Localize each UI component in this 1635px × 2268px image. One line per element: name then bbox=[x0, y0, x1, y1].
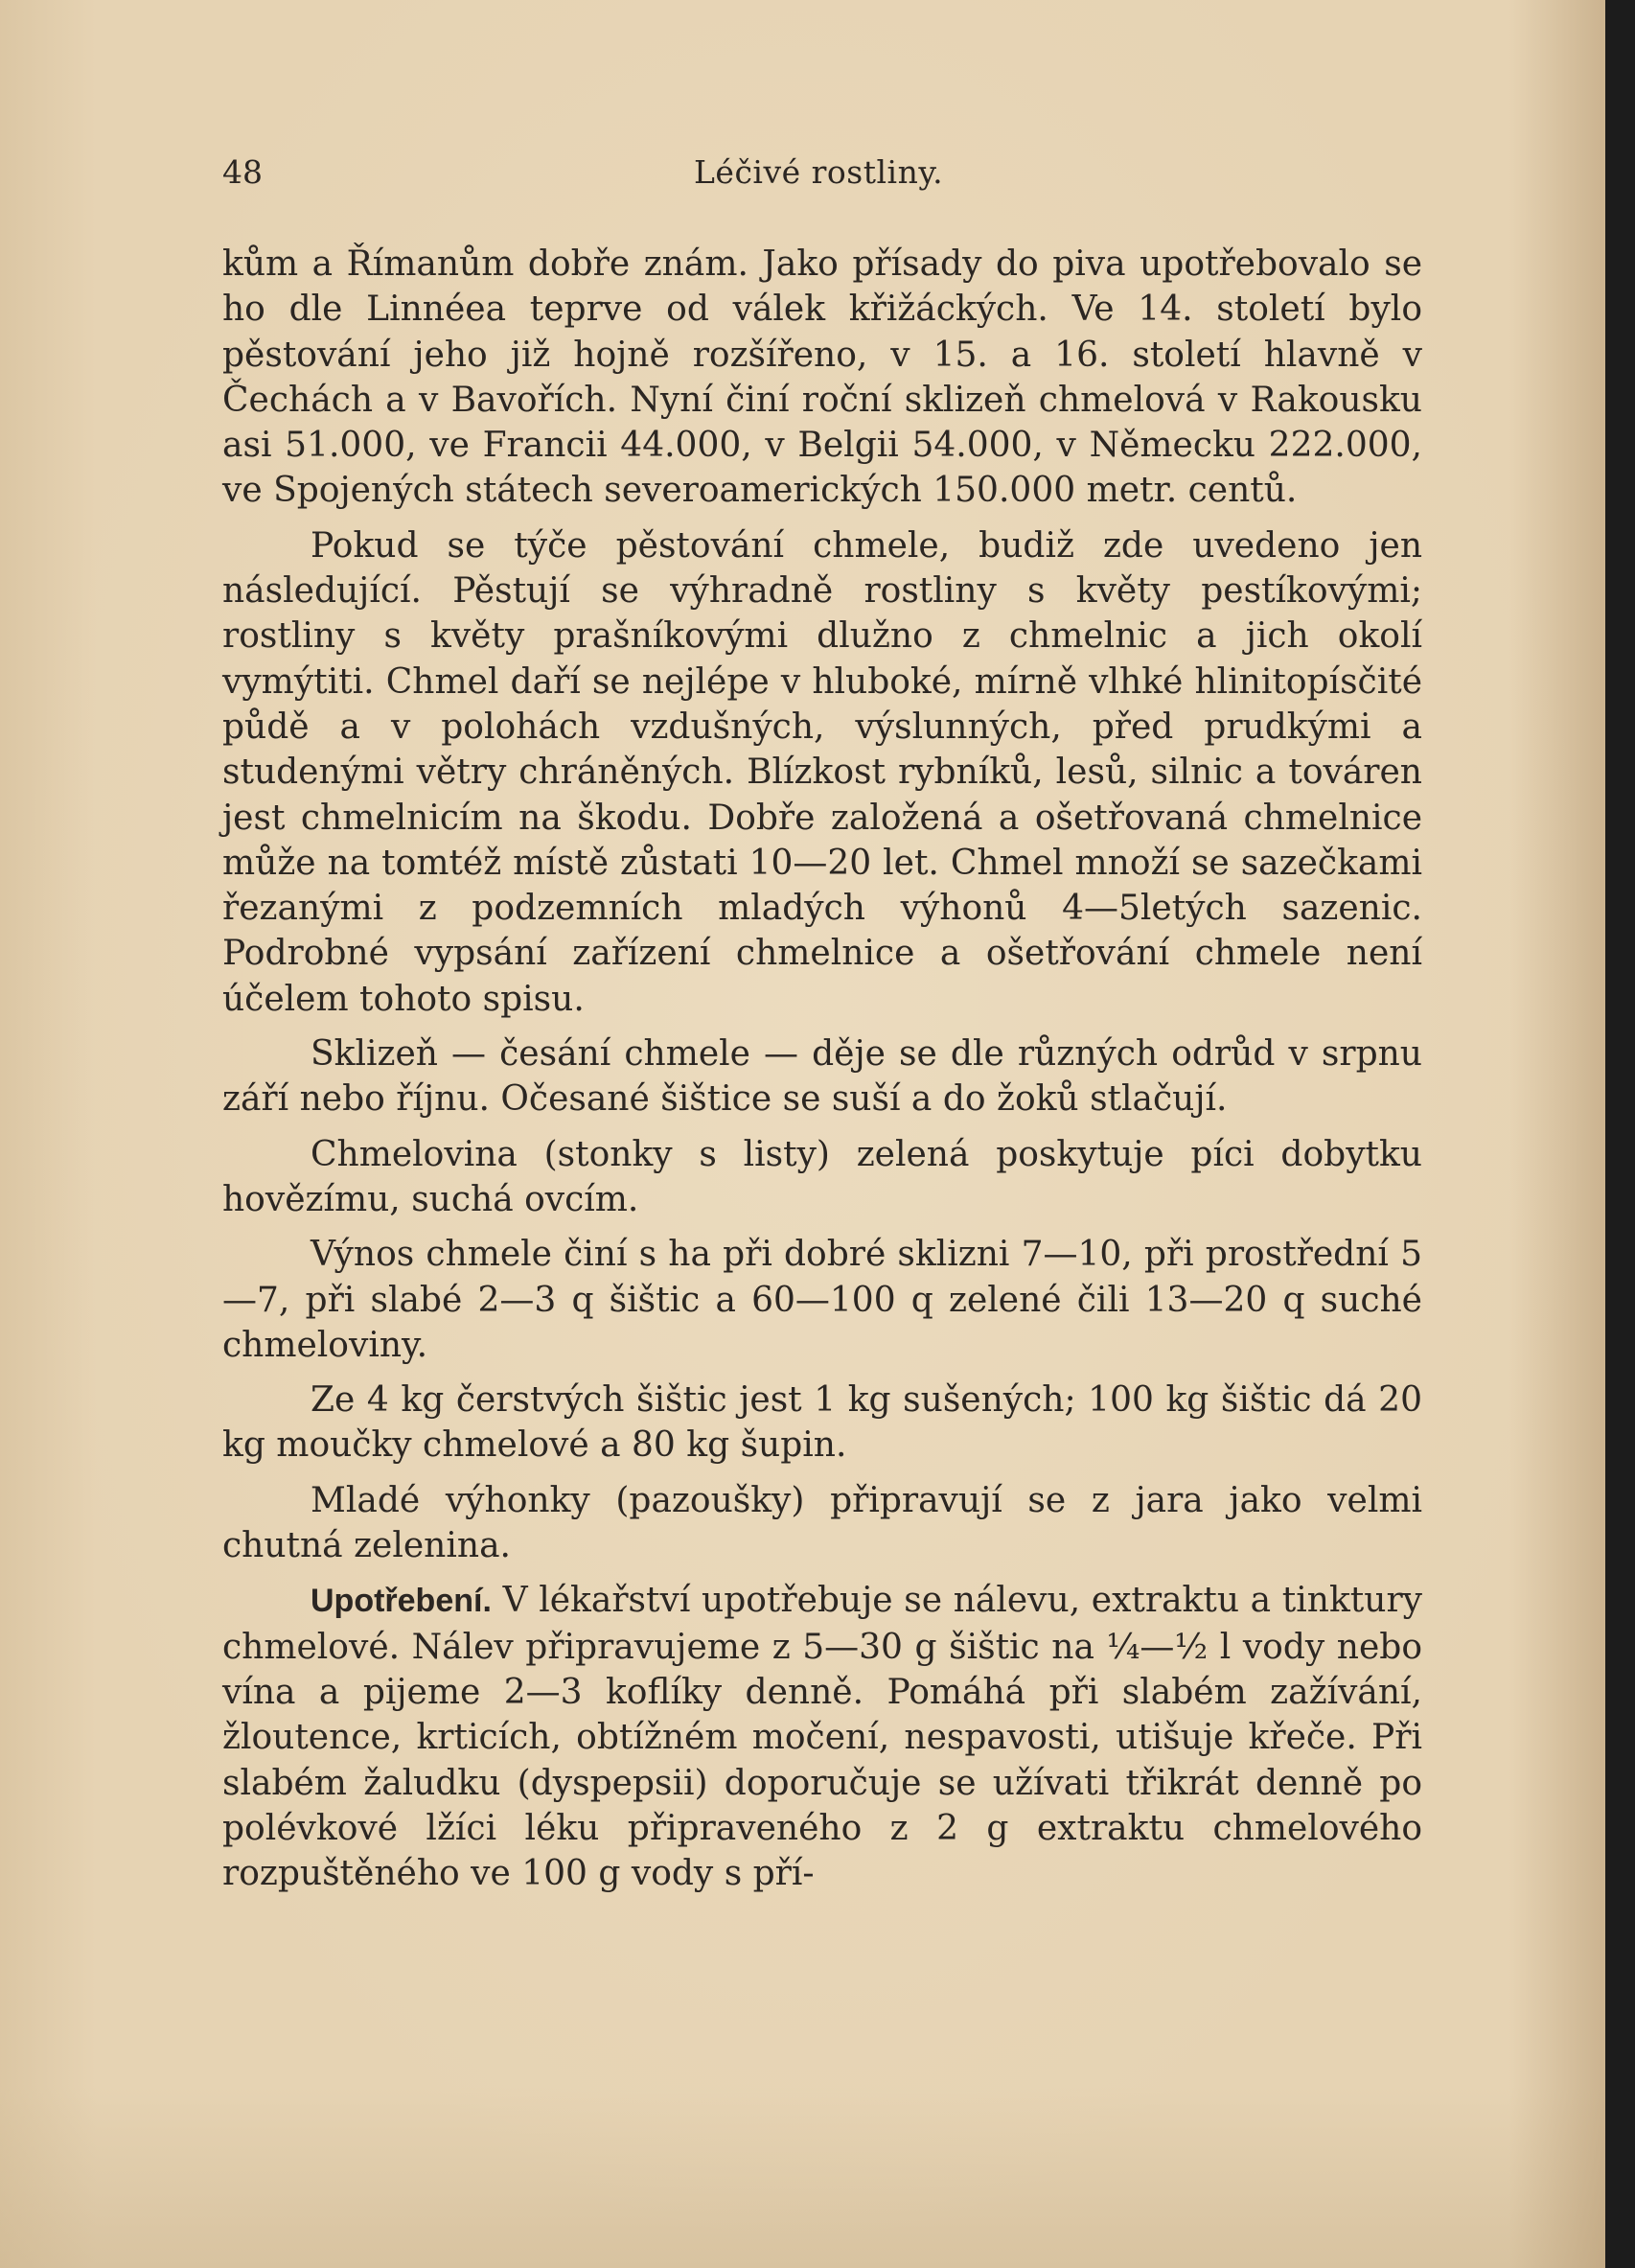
page-header bbox=[222, 146, 1422, 203]
body-text bbox=[222, 242, 1422, 1896]
paragraph-usage-text: V lékařství upotřebuje se nálevu, extraktu a tinktury chmelové. Nálev připravujeme z 5—30 g šištic na ¼—½ l vody nebo vína a pijeme 2—3 koflíky denně. Pomáhá při slabém zažívání, žloutence, krticích, obtížném močení, nespavosti, utišuje křeče. Při slabém žaludku (dyspepsii) doporučuje se užívati třikrát denně po polévkové lžíci léku připraveného z 2 g extraktu chmelového rozpuštěného ve 100 g vody s pří- bbox=[222, 1581, 1422, 1894]
section-heading-usage: Upotřebení. bbox=[311, 1583, 492, 1620]
page-number: 48 bbox=[222, 153, 263, 191]
running-title: Léčivé rostliny. bbox=[694, 153, 944, 191]
paragraph-conversion: Ze 4 kg čerstvých šištic jest 1 kg sušených; 100 kg šištic dá 20 kg moučky chmelové a 80 kg šupin. bbox=[222, 1380, 1422, 1466]
paragraph-harvest: Sklizeň — česání chmele — děje se dle různých odrůd v srpnu září nebo říjnu. Očesané šištice se suší a do žoků stlačují. bbox=[222, 1034, 1422, 1120]
paragraph-young-shoots: Mladé výhonky (pazoušky) připravují se z jara jako velmi chutná zelenina. bbox=[222, 1480, 1422, 1566]
book-spine-edge bbox=[1605, 0, 1635, 2268]
paragraph-yield: Výnos chmele činí s ha při dobré sklizni 7—10, při prostřední 5—7, při slabé 2—3 q šištic a 60—100 q zelené čili 13—20 q suché chmeloviny. bbox=[222, 1235, 1422, 1365]
paragraph-fodder: Chmelovina (stonky s listy) zelená poskytuje píci dobytku hovězímu, suchá ovcím. bbox=[222, 1134, 1422, 1219]
paragraph-usage bbox=[222, 1578, 1422, 1896]
paragraph-hops-history: kům a Římanům dobře znám. Jako přísady do piva upotřebovalo se ho dle Linnéea teprve od válek křižáckých. Ve 14. století bylo pěstování jeho již hojně rozšířeno, v 15. a 16. století hlavně v Čechách a v Bavořích. Nyní činí roční sklizeň chmelová v Rakousku asi 51.000, ve Francii 44.000, v Belgii 54.000, v Německu 222.000, ve Spojených státech severoamerických 150.000 metr. centů. bbox=[222, 244, 1422, 511]
paragraph-cultivation: Pokud se týče pěstování chmele, budiž zde uvedeno jen následující. Pěstují se výhradně rostliny s květy pestíkovými; rostliny s květy prašníkovými dlužno z chmelnic a jich okolí vymýtiti. Chmel daří se nejlépe v hluboké, mírně vlhké hlinitopísčité půdě a v polohách vzdušných, výslunných, před prudkými a studenými větry chráněných. Blízkost rybníků, lesů, silnic a továren jest chmelnicím na škodu. Dobře založená a ošetřovaná chmelnice může na tomtéž místě zůstati 10—20 let. Chmel množí se sazečkami řezanými z podzemních mladých výhonů 4—5letých sazenic. Podrobné vypsání zařízení chmelnice a ošetřování chmele není účelem tohoto spisu. bbox=[222, 525, 1422, 1019]
